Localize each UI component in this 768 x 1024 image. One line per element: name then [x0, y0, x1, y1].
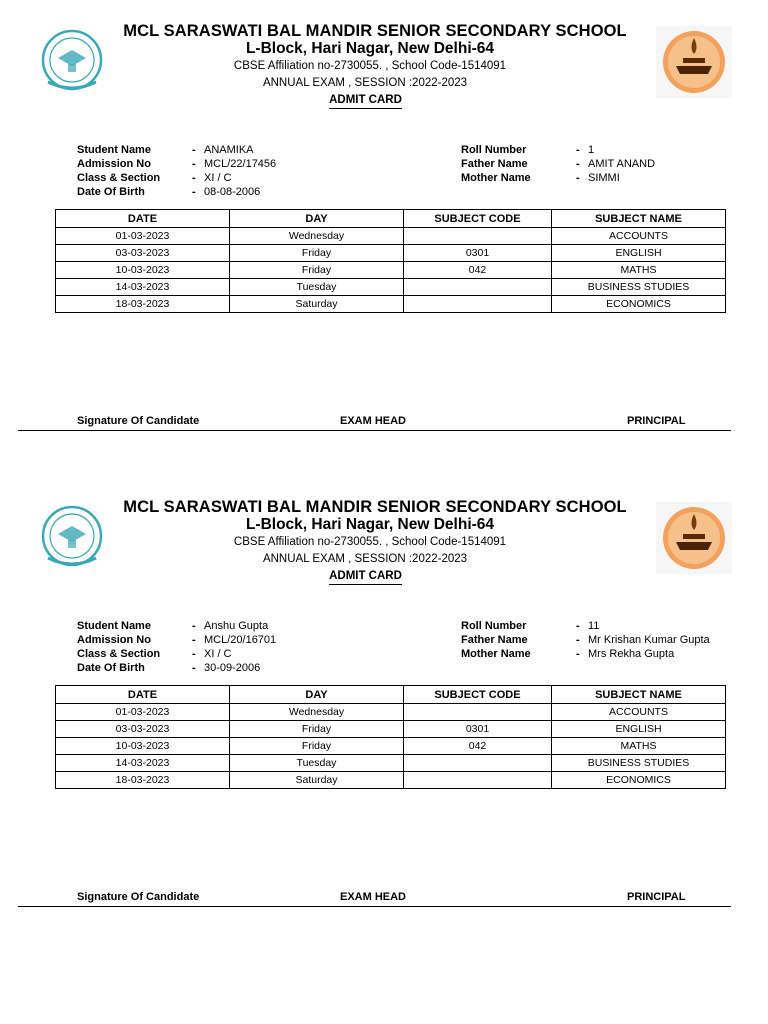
table-cell: 18-03-2023 [56, 296, 230, 313]
admit-card [0, 476, 768, 952]
label-mother-name: Mother Name [461, 648, 531, 660]
roll-number: 1 [588, 144, 595, 156]
table-row [56, 721, 726, 738]
table-cell [404, 704, 552, 721]
label-father-name: Father Name [461, 158, 528, 170]
table-cell: ECONOMICS [552, 772, 726, 789]
table-cell: 18-03-2023 [56, 772, 230, 789]
signature-candidate: Signature Of Candidate [77, 415, 200, 427]
table-row [56, 228, 726, 245]
table-cell [404, 772, 552, 789]
table-cell: Saturday [230, 296, 404, 313]
header-date: DATE [56, 686, 230, 704]
table-cell: 042 [404, 738, 552, 755]
school-address: L-Block, Hari Nagar, New Delhi-64 [245, 40, 495, 57]
table-cell: ENGLISH [552, 245, 726, 262]
table-cell: ENGLISH [552, 721, 726, 738]
table-cell: 10-03-2023 [56, 738, 230, 755]
student-info-right: Roll Number - 11 Father Name - Mr Krishan Kumar Gupta Mother Name - Mrs Rekha Gupta [461, 620, 710, 660]
school-name: MCL SARASWATI BAL MANDIR SENIOR SECONDARY SCHOOL [123, 498, 627, 516]
table-cell: BUSINESS STUDIES [552, 279, 726, 296]
table-cell [404, 755, 552, 772]
header-subject-name: SUBJECT NAME [552, 686, 726, 704]
table-cell: 03-03-2023 [56, 245, 230, 262]
divider-line [18, 906, 731, 907]
table-cell: 10-03-2023 [56, 262, 230, 279]
admission-no: MCL/22/17456 [204, 158, 277, 170]
admit-card-title: ADMIT CARD [329, 94, 402, 109]
table-cell: 01-03-2023 [56, 704, 230, 721]
header-subject-code: SUBJECT CODE [404, 686, 552, 704]
label-class-section: Class & Section [77, 648, 161, 660]
label-roll-number: Roll Number [461, 144, 527, 156]
admission-no: MCL/20/16701 [204, 634, 277, 646]
school-emblem-icon [656, 502, 732, 574]
table-row [56, 772, 726, 789]
table-header-row [56, 210, 726, 228]
header-subject-name: SUBJECT NAME [552, 210, 726, 228]
roll-number: 11 [588, 620, 600, 632]
student-info-left: Student Name - Anshu Gupta Admission No - MCL/20/16701 Class & Section - XI / C Date Of Birth - 30-09-2006 [77, 620, 277, 674]
table-row [56, 296, 726, 313]
table-cell [404, 228, 552, 245]
exam-schedule-table [55, 209, 726, 313]
school-emblem-icon [656, 26, 732, 98]
school-name: MCL SARASWATI BAL MANDIR SENIOR SECONDARY SCHOOL [123, 22, 627, 40]
school-address: L-Block, Hari Nagar, New Delhi-64 [245, 516, 495, 533]
header-day: DAY [230, 210, 404, 228]
table-cell: Tuesday [230, 755, 404, 772]
label-dob: Date Of Birth [77, 186, 145, 198]
signature-principal: PRINCIPAL [627, 891, 686, 903]
label-dob: Date Of Birth [77, 662, 145, 674]
table-cell: MATHS [552, 262, 726, 279]
label-admission-no: Admission No [77, 158, 151, 170]
table-cell: 042 [404, 262, 552, 279]
table-cell: Saturday [230, 772, 404, 789]
student-info-left: Student Name - ANAMIKA Admission No - MCL/22/17456 Class & Section - XI / C Date Of Birth - 08-08-2006 [77, 144, 277, 198]
label-student-name: Student Name [77, 620, 151, 632]
table-cell: ECONOMICS [552, 296, 726, 313]
label-admission-no: Admission No [77, 634, 151, 646]
table-cell [404, 296, 552, 313]
table-cell: Wednesday [230, 704, 404, 721]
table-cell: MATHS [552, 738, 726, 755]
class-section: XI / C [204, 172, 232, 184]
signature-exam-head: EXAM HEAD [340, 415, 407, 427]
student-info-right: Roll Number - 1 Father Name - AMIT ANAND Mother Name - SIMMI [461, 144, 656, 184]
table-row [56, 245, 726, 262]
label-father-name: Father Name [461, 634, 528, 646]
admit-card-title: ADMIT CARD [329, 570, 402, 585]
table-cell: 0301 [404, 245, 552, 262]
table-row [56, 279, 726, 296]
table-cell: 14-03-2023 [56, 279, 230, 296]
table-cell [404, 279, 552, 296]
header-date: DATE [56, 210, 230, 228]
table-cell: 14-03-2023 [56, 755, 230, 772]
table-cell: BUSINESS STUDIES [552, 755, 726, 772]
date-of-birth: 30-09-2006 [204, 662, 261, 674]
table-row [56, 738, 726, 755]
label-roll-number: Roll Number [461, 620, 527, 632]
table-cell: 01-03-2023 [56, 228, 230, 245]
table-cell: Friday [230, 262, 404, 279]
table-cell: 0301 [404, 721, 552, 738]
father-name: Mr Krishan Kumar Gupta [588, 634, 710, 646]
father-name: AMIT ANAND [588, 158, 656, 170]
table-row [56, 262, 726, 279]
signature-exam-head: EXAM HEAD [340, 891, 407, 903]
signature-candidate: Signature Of Candidate [77, 891, 200, 903]
label-class-section: Class & Section [77, 172, 161, 184]
exam-session: ANNUAL EXAM , SESSION :2022-2023 [262, 77, 468, 89]
affiliation-line: CBSE Affiliation no-2730055. , School Code-1514091 [233, 536, 507, 548]
table-cell: Wednesday [230, 228, 404, 245]
mother-name: Mrs Rekha Gupta [588, 648, 675, 660]
signature-principal: PRINCIPAL [627, 415, 686, 427]
affiliation-line: CBSE Affiliation no-2730055. , School Code-1514091 [233, 60, 507, 72]
label-mother-name: Mother Name [461, 172, 531, 184]
table-cell: ACCOUNTS [552, 704, 726, 721]
table-cell: Friday [230, 245, 404, 262]
exam-schedule-table [55, 685, 726, 789]
mother-name: SIMMI [588, 172, 620, 184]
table-cell: Friday [230, 738, 404, 755]
label-student-name: Student Name [77, 144, 151, 156]
header-subject-code: SUBJECT CODE [404, 210, 552, 228]
table-row [56, 755, 726, 772]
table-cell: 03-03-2023 [56, 721, 230, 738]
table-cell: ACCOUNTS [552, 228, 726, 245]
student-name: ANAMIKA [204, 144, 254, 156]
table-header-row [56, 686, 726, 704]
class-section: XI / C [204, 648, 232, 660]
table-row [56, 704, 726, 721]
admit-card [0, 0, 768, 476]
exam-session: ANNUAL EXAM , SESSION :2022-2023 [262, 553, 468, 565]
divider-line [18, 430, 731, 431]
header-day: DAY [230, 686, 404, 704]
table-cell: Tuesday [230, 279, 404, 296]
date-of-birth: 08-08-2006 [204, 186, 261, 198]
table-cell: Friday [230, 721, 404, 738]
student-name: Anshu Gupta [204, 620, 269, 632]
